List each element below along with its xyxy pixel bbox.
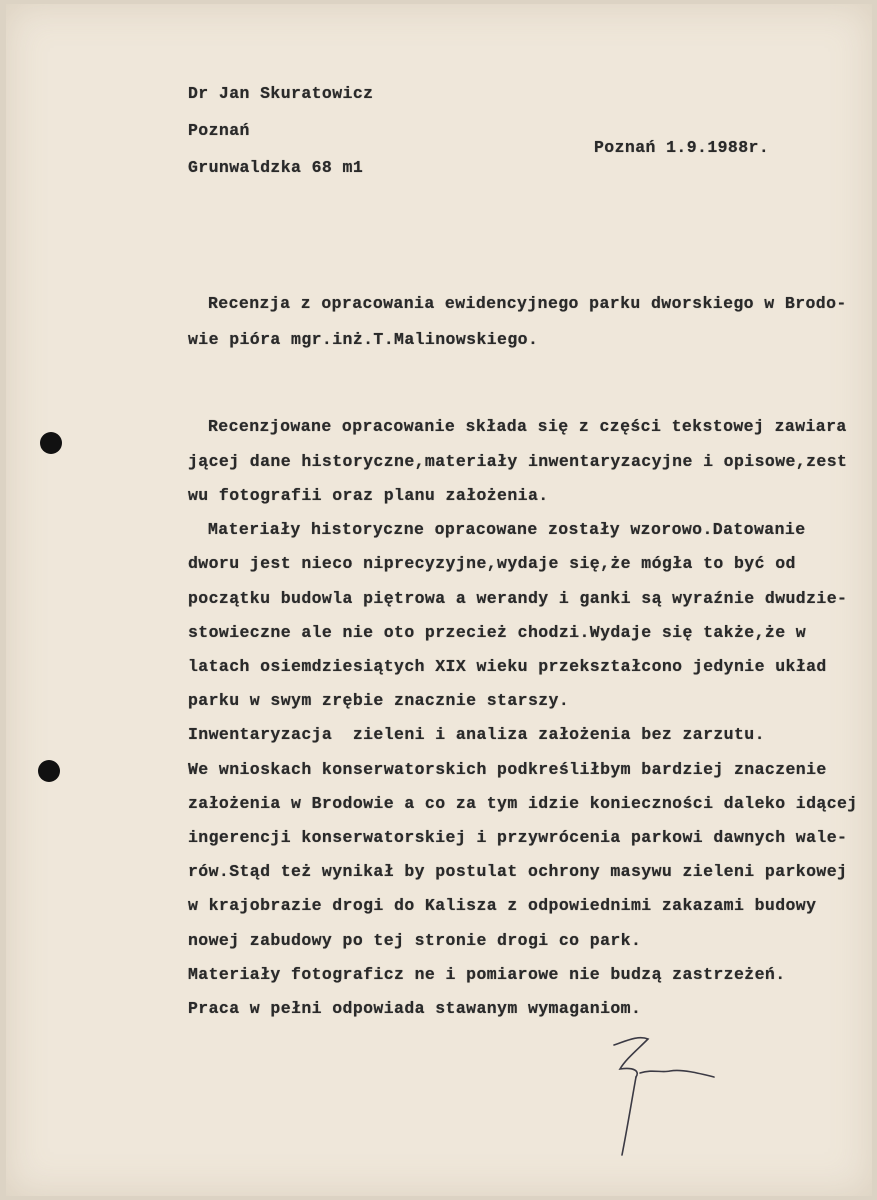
body-line: rów.Stąd też wynikał by postulat ochrony masywu zieleni parkowej <box>188 862 848 881</box>
subject-line: Recenzja z opracowania ewidencyjnego parku dworskiego w Brodo- <box>208 294 847 313</box>
body-line: początku budowla piętrowa a werandy i ganki są wyraźnie dwudzie- <box>188 589 848 608</box>
body-line: wu fotografii oraz planu założenia. <box>188 486 549 505</box>
body-line: stowieczne ale nie oto przecież chodzi.Wydaje się także,że w <box>188 623 807 642</box>
body-line: Recenzjowane opracowanie składa się z części tekstowej zawiara <box>208 417 847 436</box>
body-line: Praca w pełni odpowiada stawanym wymaganiom. <box>188 999 642 1018</box>
body-line: jącej dane historyczne,materiały inwentaryzacyjne i opisowe,zest <box>188 452 848 471</box>
punch-hole <box>38 760 60 782</box>
subject-line: wie pióra mgr.inż.T.Malinowskiego. <box>188 330 539 349</box>
body-line: We wnioskach konserwatorskich podkreśliłbym bardziej znaczenie <box>188 760 827 779</box>
punch-hole <box>40 432 62 454</box>
body-line: nowej zabudowy po tej stronie drogi co park. <box>188 931 642 950</box>
date-line: Poznań 1.9.1988r. <box>594 138 770 157</box>
body-line: Materiały fotograficz ne i pomiarowe nie budzą zastrzeżeń. <box>188 965 786 984</box>
document-page <box>6 4 872 1196</box>
handwritten-signature <box>606 1029 726 1169</box>
body-line: parku w swym zrębie znacznie starszy. <box>188 691 570 710</box>
body-line: ingerencji konserwatorskiej i przywrócenia parkowi dawnych wale- <box>188 828 848 847</box>
body-line: Materiały historyczne opracowane zostały wzorowo.Datowanie <box>208 520 806 539</box>
sender-city: Poznań <box>188 121 250 140</box>
body-line: założenia w Brodowie a co za tym idzie konieczności daleko idącej <box>188 794 858 813</box>
body-line: latach osiemdziesiątych XIX wieku przekształcono jedynie układ <box>188 657 827 676</box>
body-line: Inwentaryzacja zieleni i analiza założenia bez zarzutu. <box>188 725 765 744</box>
body-line: dworu jest nieco niprecyzyjne,wydaje się,że mógła to być od <box>188 554 796 573</box>
body-line: w krajobrazie drogi do Kalisza z odpowiednimi zakazami budowy <box>188 896 817 915</box>
sender-address: Grunwaldzka 68 m1 <box>188 158 364 177</box>
sender-name: Dr Jan Skuratowicz <box>188 84 374 103</box>
